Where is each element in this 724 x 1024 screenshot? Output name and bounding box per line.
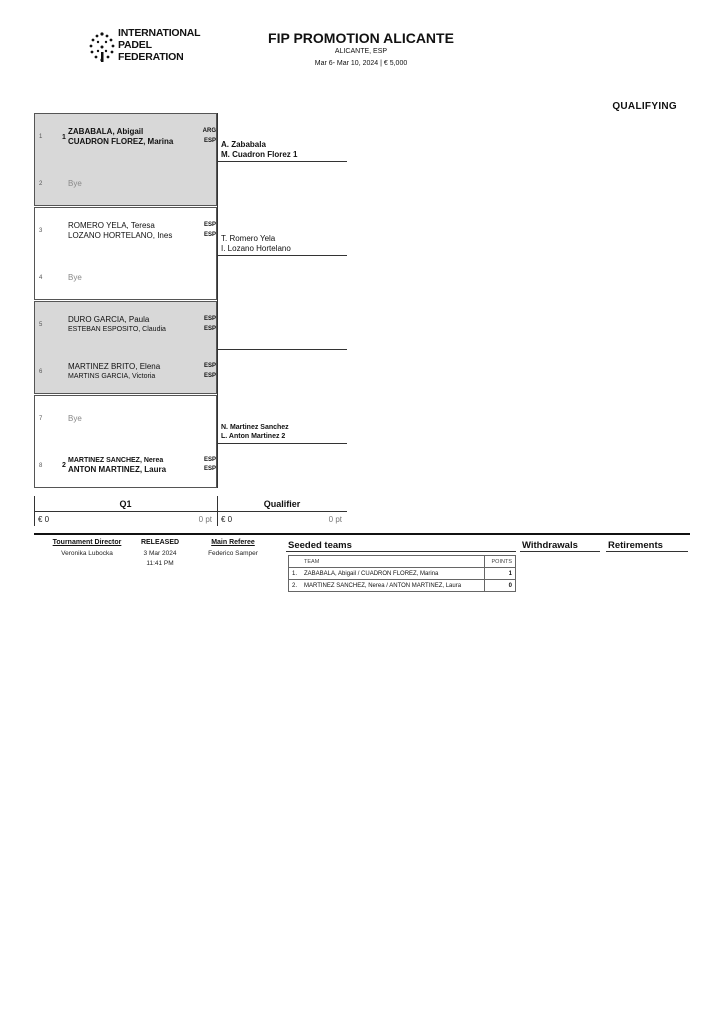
points-column-header: POINTS — [485, 556, 516, 568]
seed-number: 1 — [62, 134, 66, 141]
seeded-points: 1 — [485, 568, 516, 580]
section-underline — [606, 551, 688, 552]
winner-name: T. Romero Yela — [221, 234, 276, 243]
logo-mark-icon — [88, 30, 116, 64]
round-label: Q1 — [119, 499, 132, 509]
slot-number: 6 — [39, 369, 43, 375]
section-underline — [520, 551, 600, 552]
column-divider — [34, 511, 347, 512]
country-code: ESP — [203, 363, 216, 369]
winner-name: A. Zababala — [221, 140, 266, 149]
player-name: DURO GARCIA, Paula — [68, 315, 150, 324]
country-code: ESP — [203, 138, 216, 144]
country-code: ESP — [203, 373, 216, 379]
round-label: Qualifier — [263, 499, 301, 509]
player-name: MARTINEZ BRITO, Elena — [68, 362, 161, 371]
bye-label: Bye — [68, 273, 82, 282]
fip-logo — [88, 27, 208, 69]
winner-name: I. Lozano Hortelano — [221, 244, 291, 253]
section-underline — [286, 551, 516, 552]
seed-number: 2 — [62, 462, 66, 469]
logo-line-3: FEDERATION — [118, 51, 184, 63]
referee-name: Federico Samper — [208, 550, 258, 557]
table-header-row — [289, 556, 516, 568]
bracket-line — [217, 113, 218, 488]
player-name: ZABABALA, Abigail — [68, 127, 144, 136]
player-name: CUADRON FLOREZ, Marina — [68, 137, 174, 146]
seeded-team: ZABABALA, Abigail / CUADRON FLOREZ, Marina — [301, 568, 485, 580]
footer-separator — [34, 533, 690, 535]
country-code: ESP — [203, 466, 216, 472]
player-name: ESTEBAN ESPOSITO, Claudia — [68, 326, 166, 333]
bracket-line — [217, 255, 347, 256]
seeded-teams-table — [288, 555, 516, 592]
tournament-title: FIP PROMOTION ALICANTE — [268, 30, 454, 46]
country-code: ESP — [203, 232, 216, 238]
country-code: ESP — [203, 316, 216, 322]
player-name: LOZANO HORTELANO, Ines — [68, 231, 173, 240]
retirements-title: Retirements — [608, 540, 663, 551]
country-code: ESP — [203, 222, 216, 228]
seed-index: 1. — [289, 568, 302, 580]
seeded-team: MARTINEZ SANCHEZ, Nerea / ANTON MARTINEZ, Laura — [301, 580, 485, 592]
player-name: MARTINS GARCIA, Victoria — [68, 373, 156, 380]
bye-label: Bye — [68, 179, 82, 188]
prize-money: € 0 — [221, 515, 233, 524]
player-name: ANTON MARTINEZ, Laura — [68, 465, 167, 474]
prize-money: € 0 — [38, 515, 50, 524]
table-row — [289, 568, 516, 580]
logo-line-2: PADEL — [118, 39, 152, 51]
slot-number: 7 — [39, 416, 43, 422]
round-points: 0 pt — [328, 515, 342, 524]
released-label: RELEASED — [140, 539, 180, 546]
bracket-line — [217, 443, 347, 444]
slot-number: 5 — [39, 322, 43, 328]
seeded-points: 0 — [485, 580, 516, 592]
country-code: ESP — [203, 326, 216, 332]
winner-name: L. Anton Martinez 2 — [221, 433, 286, 440]
country-code: ESP — [203, 457, 216, 463]
tournament-dates: Mar 6- Mar 10, 2024 | € 5,000 — [314, 60, 408, 67]
seeded-teams-title: Seeded teams — [288, 540, 352, 551]
country-code: ARG — [202, 128, 216, 134]
director-name: Veronika Lubocka — [61, 550, 113, 557]
player-name: MARTINEZ SANCHEZ, Nerea — [68, 457, 164, 464]
round-points: 0 pt — [198, 515, 212, 524]
referee-label: Main Referee — [211, 539, 255, 546]
slot-number: 1 — [39, 134, 43, 140]
bracket-line — [217, 161, 347, 162]
slot-number: 3 — [39, 228, 43, 234]
logo-line-1: INTERNATIONAL — [118, 27, 201, 39]
slot-number: 8 — [39, 463, 43, 469]
logo-wordmark — [118, 27, 200, 63]
slot-number: 2 — [39, 181, 43, 187]
table-row — [289, 580, 516, 592]
released-time: 11:41 PM — [146, 560, 174, 567]
bye-label: Bye — [68, 414, 82, 423]
seed-index: 2. — [289, 580, 302, 592]
bracket-line — [217, 349, 347, 350]
draw-box-4 — [34, 395, 217, 488]
withdrawals-title: Withdrawals — [522, 540, 578, 551]
team-column-header: TEAM — [301, 556, 485, 568]
draw-type-label: QUALIFYING — [612, 101, 677, 112]
winner-name: M. Cuadron Florez 1 — [221, 150, 298, 159]
player-name: ROMERO YELA, Teresa — [68, 221, 155, 230]
director-label: Tournament Director — [52, 539, 122, 546]
winner-name: N. Martinez Sanchez — [221, 424, 289, 431]
slot-number: 4 — [39, 275, 43, 281]
released-date: 3 Mar 2024 — [143, 550, 177, 557]
tournament-location: ALICANTE, ESP — [334, 48, 388, 55]
